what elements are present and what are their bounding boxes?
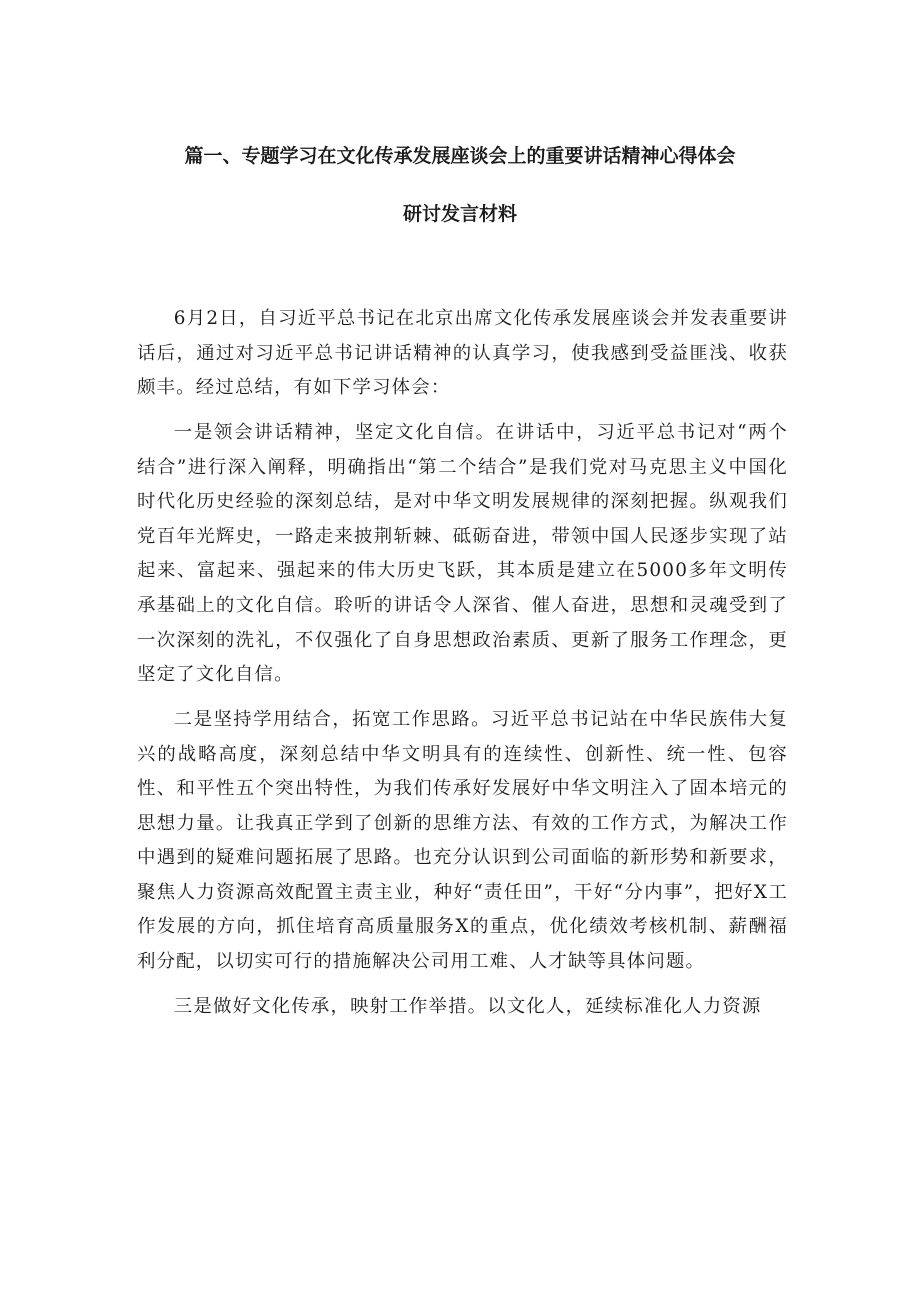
document-title-line-1: 篇一、专题学习在文化传承发展座谈会上的重要讲话精神心得体会 — [184, 145, 736, 167]
body-paragraph-point-1: 一是领会讲话精神，坚定文化自信。在讲话中，习近平总书记对“两个结合”进行深入阐释，明确指出“第二个结合”是我们党对马克思主义中国化时代化历史经验的深刻总结，是对中华文明发展规律的深刻把握。纵观我们党百年光辉史，一路走来披荆斩棘、砥砺奋进，带领中国人民逐步实现了站起来、富起来、强起来的伟大历史飞跃，其本质是建立在5000多年文明传承基础上的文化自信。聆听的讲话令人深省、催人奋进，思想和灵魂受到了一次深刻的洗礼，不仅强化了自身思想政治素质、更新了服务工作理念，更坚定了文化自信。 — [137, 421, 788, 686]
document-title-line-2: 研讨发言材料 — [402, 203, 517, 225]
body-paragraph-intro: 6月2日，自习近平总书记在北京出席文化传承发展座谈会并发表重要讲话后，通过对习近平总书记讲话精神的认真学习，使我感到受益匪浅、收获颇丰。经过总结，有如下学习体会： — [137, 308, 788, 399]
document-body — [137, 302, 788, 1035]
body-paragraph-point-3: 三是做好文化传承，映射工作举措。以文化人，延续标准化人力资源 — [173, 995, 762, 1017]
body-paragraph-point-2: 二是坚持学用结合，拓宽工作思路。习近平总书记站在中华民族伟大复兴的战略高度，深刻总结中华文明具有的连续性、创新性、统一性、包容性、和平性五个突出特性，为我们传承好发展好中华文明注入了固本培元的思想力量。让我真正学到了创新的思维方法、有效的工作方式，为解决工作中遇到的疑难问题拓展了思路。也充分认识到公司面临的新形势和新要求，聚焦人力资源高效配置主责主业，种好“责任田”，干好“分内事”，把好X工作发展的方向，抓住培育高质量服务X的重点，优化绩效考核机制、薪酬福利分配，以切实可行的措施解决公司用工难、人才缺等具体问题。 — [137, 708, 788, 973]
